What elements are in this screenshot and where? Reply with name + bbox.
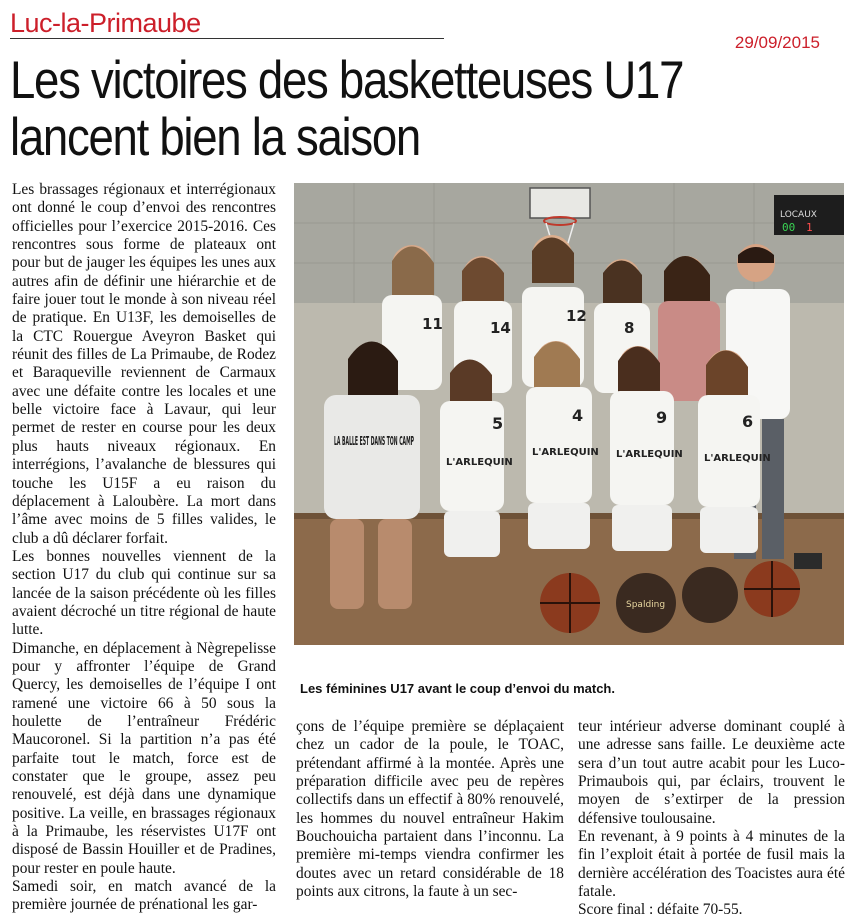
scoreboard-score: 00 [782,221,796,234]
paragraph: Les brassages régionaux et interrégionaux ont donné le coup d’envoi des rencontres officielles pour l’exercice 2015-2016. Ces rencontres sous forme de plateaux ont pour but de jauger les équipes les unes aux autres afin de définir une hiérarchie et de faire jouer tout le monde à son niveau réel de pratique. En U13F, les demoiselles de la CTC Rouergue Aveyron Basket qui réunit des filles de La Primaube, de Rodez et Baraqueville reviennent de Carmaux avec une défaite contre les locales et une belle victoire face à Lavaur, qui leur permet de rester en course pour les deux plus hauts niveaux régionaux. En interrégions, l’avalanche de blessures qui touche les U15F a eu raison du déplacement à Laloubère. La mort dans l’âme avec moins de 5 filles valides, le club a dû déclarer forfait. [12,181,276,547]
photo-caption: Les féminines U17 avant le coup d’envoi du match. [300,681,615,696]
paragraph: Score final : défaite 70-55. [578,901,743,919]
paragraph: çons de l’équipe première se déplaçaient chez un cador de la poule, le TOAC, prétendant affirmé à la montée. Après une préparation difficile avec peu de repères collectifs dans un effectif à 80% renouvelé, les hommes du nouvel entraîneur Hakim Bouchouicha partaient dans l’inconnu. La première mi-temps viendra confirmer les doutes avec un retard considérable de 18 points aux citrons, la faute à un sec- [296,718,564,901]
jersey-number: 4 [572,406,584,425]
article-column-2 [296,718,564,901]
publication-date: 29/09/2015 [734,33,820,52]
article-column-1 [12,181,276,915]
jersey-number: 5 [492,414,504,433]
team-photo [294,183,844,645]
paragraph: En revenant, à 9 points à 4 minutes de la fin l’exploit était à portée de fusil mais la dernière accélération des Toacistes aura été fatale. [578,828,845,901]
jersey-sponsor: L'ARLEQUIN [704,453,771,464]
paragraph: Dimanche, en déplacement à Nègrepelisse pour y affronter l’équipe de Grand Quercy, les demoiselles de l’équipe I ont ramené une victoire 66 à 50 sous la houlette de l’entraîneur Frédéric Maucoronel. Si la partition n’a pas été parfaite tout le match, force est de constater que le groupe, assez peu renouvelé, est déjà dans une dynamique positive. La veille, en brassages régionaux à la Primaube, les réservistes U17F ont disposé de Bassin Houiller et de Pradines, pour rester en poule haute. [12,639,276,877]
tshirt-slogan: LA BALLE EST DANS TON CAMP [334,434,415,448]
jersey-number: 12 [566,307,587,325]
jersey-sponsor: L'ARLEQUIN [616,449,683,460]
jersey-number: 6 [742,412,754,431]
scoreboard-label: LOCAUX [780,210,817,220]
paragraph: Samedi soir, en match avancé de la première journée de prénational les gar- [12,878,276,914]
jersey-number: 11 [422,315,443,333]
section-rubric: Luc-la-Primaube [10,8,201,38]
paragraph: teur intérieur adverse dominant couplé à une adresse sans faille. Le deuxième acte sera d’un tout autre acabit pour les Luco-Primaubois qui, par éclairs, trouvent le moyen de s’extirper de la pression défensive toulousaine. [578,718,845,827]
scoreboard-period: 1 [806,221,813,234]
jersey-number: 9 [656,408,668,427]
ball-brand: Spalding [626,600,666,610]
article-headline: Les victoires des basketteuses U17 lancent bien la saison [10,51,684,167]
rubric-rule [10,38,444,39]
jersey-sponsor: L'ARLEQUIN [446,457,513,468]
paragraph: Les bonnes nouvelles viennent de la section U17 du club qui continue sur sa lancée de la saison précédente où les filles avaient décroché un titre régional de haute lutte. [12,547,276,639]
jersey-sponsor: L'ARLEQUIN [532,447,599,458]
jersey-number: 14 [490,319,511,337]
scoreboard [774,195,844,235]
jersey-number: 8 [624,319,635,337]
article-column-3 [578,718,845,920]
